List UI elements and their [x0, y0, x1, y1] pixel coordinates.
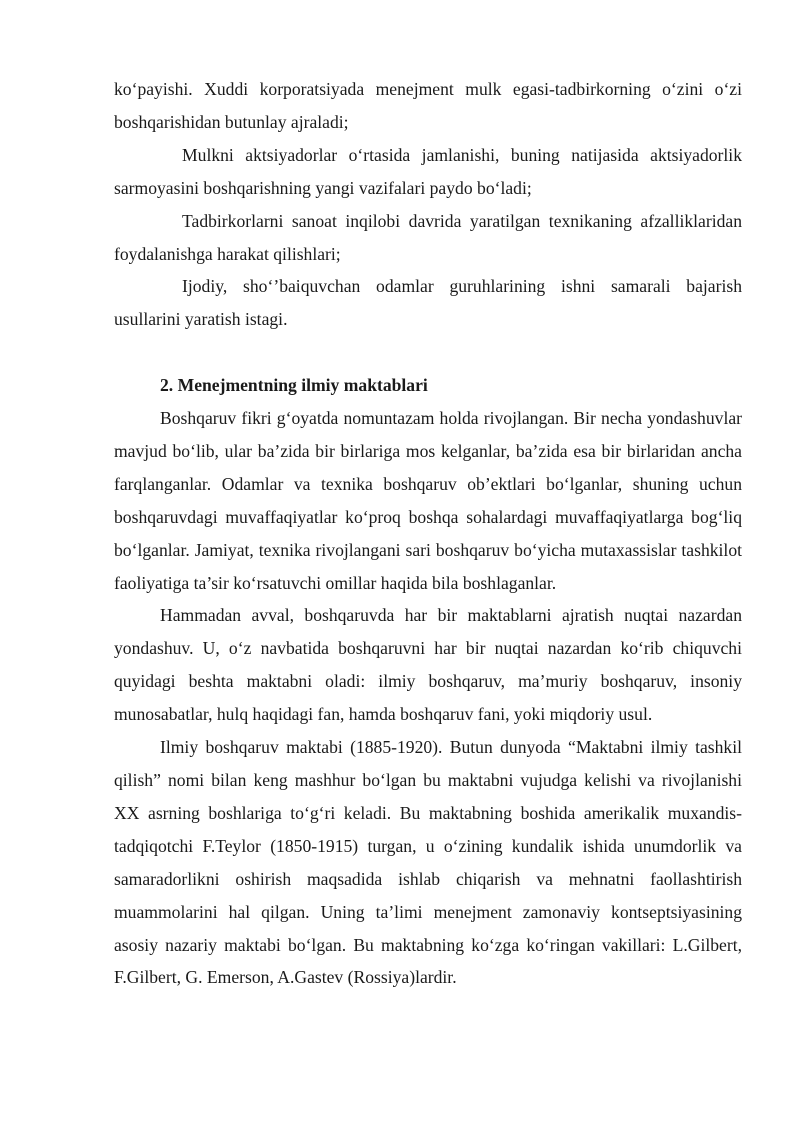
blank-line — [114, 336, 742, 369]
body-paragraph: Boshqaruv fikri g‘oyatda nomuntazam holda rivojlangan. Bir necha yondashuvlar mavjud bo‘lib, ular ba’zida bir birlariga mos kelganlar, ba’zida esa bir birlaridan ancha farqlanganlar. Odamlar va texnika boshqaruv ob’ektlari bo‘lganlar, shuning uchun boshqaruvdagi muvaffaqiyatlar ko‘proq boshqa sohalardagi muvaffaqiyatlarga bog‘liq bo‘lganlar. Jamiyat, texnika rivojlangani sari boshqaruv bo‘yicha mutaxassislar tashkilot faoliyatiga ta’sir ko‘rsatuvchi omillar haqida bila boshlaganlar. — [114, 408, 742, 593]
paragraph-continuation: ko‘payishi. Xuddi korporatsiyada menejment mulk egasi-tadbirkorning o‘zini o‘zi boshqarishidan butunlay ajraladi; — [114, 79, 742, 132]
list-paragraph: Ijodiy, sho‘’baiquvchan odamlar guruhlarining ishni samarali bajarish usullarini yaratish istagi. — [114, 276, 742, 330]
body-paragraph: Ilmiy boshqaruv maktabi (1885-1920). Butun dunyoda “Maktabni ilmiy tashkil qilish” nomi bilan keng mashhur bo‘lgan bu maktabni vujudga kelishi va rivojlanishi XX asrning boshlariga to‘g‘ri keladi. Bu maktabning boshida amerikalik muxandis-tadqiqotchi F.Teylor (1850-1915) turgan, u o‘zining kundalik ishida unumdorlik va samaradorlikni oshirish maqsadida ishlab chiqarish va mehnatni faollashtirish muammolarini hal qilgan. Uning ta’limi menejment zamonaviy kontseptsiyasining asosiy nazariy maktabi bo‘lgan. Bu maktabning ko‘zga ko‘ringan vakillari: L.Gilbert, F.Gilbert, G. Emerson, A.Gastev (Rossiya)lardir. — [114, 737, 742, 988]
body-paragraph: Hammadan avval, boshqaruvda har bir maktablarni ajratish nuqtai nazardan yondashuv. U, o‘z navbatida boshqaruvni har bir nuqtai nazardan ko‘rib chiquvchi quyidagi beshta maktabni oladi: ilmiy boshqaruv, ma’muriy boshqaruv, insoniy munosabatlar, hulq haqidagi fan, hamda boshqaruv fani, yoki miqdoriy usul. — [114, 605, 742, 725]
section-heading: 2. Menejmentning ilmiy maktablari — [160, 375, 428, 396]
list-paragraph: Tadbirkorlarni sanoat inqilobi davrida yaratilgan texnikaning afzalliklaridan foydalanishga harakat qilishlari; — [114, 210, 742, 264]
document-body — [114, 73, 742, 994]
list-paragraph: Mulkni aktsiyadorlar o‘rtasida jamlanishi, buning natijasida aktsiyadorlik sarmoyasini boshqarishning yangi vazifalari paydo bo‘ladi; — [114, 144, 742, 198]
